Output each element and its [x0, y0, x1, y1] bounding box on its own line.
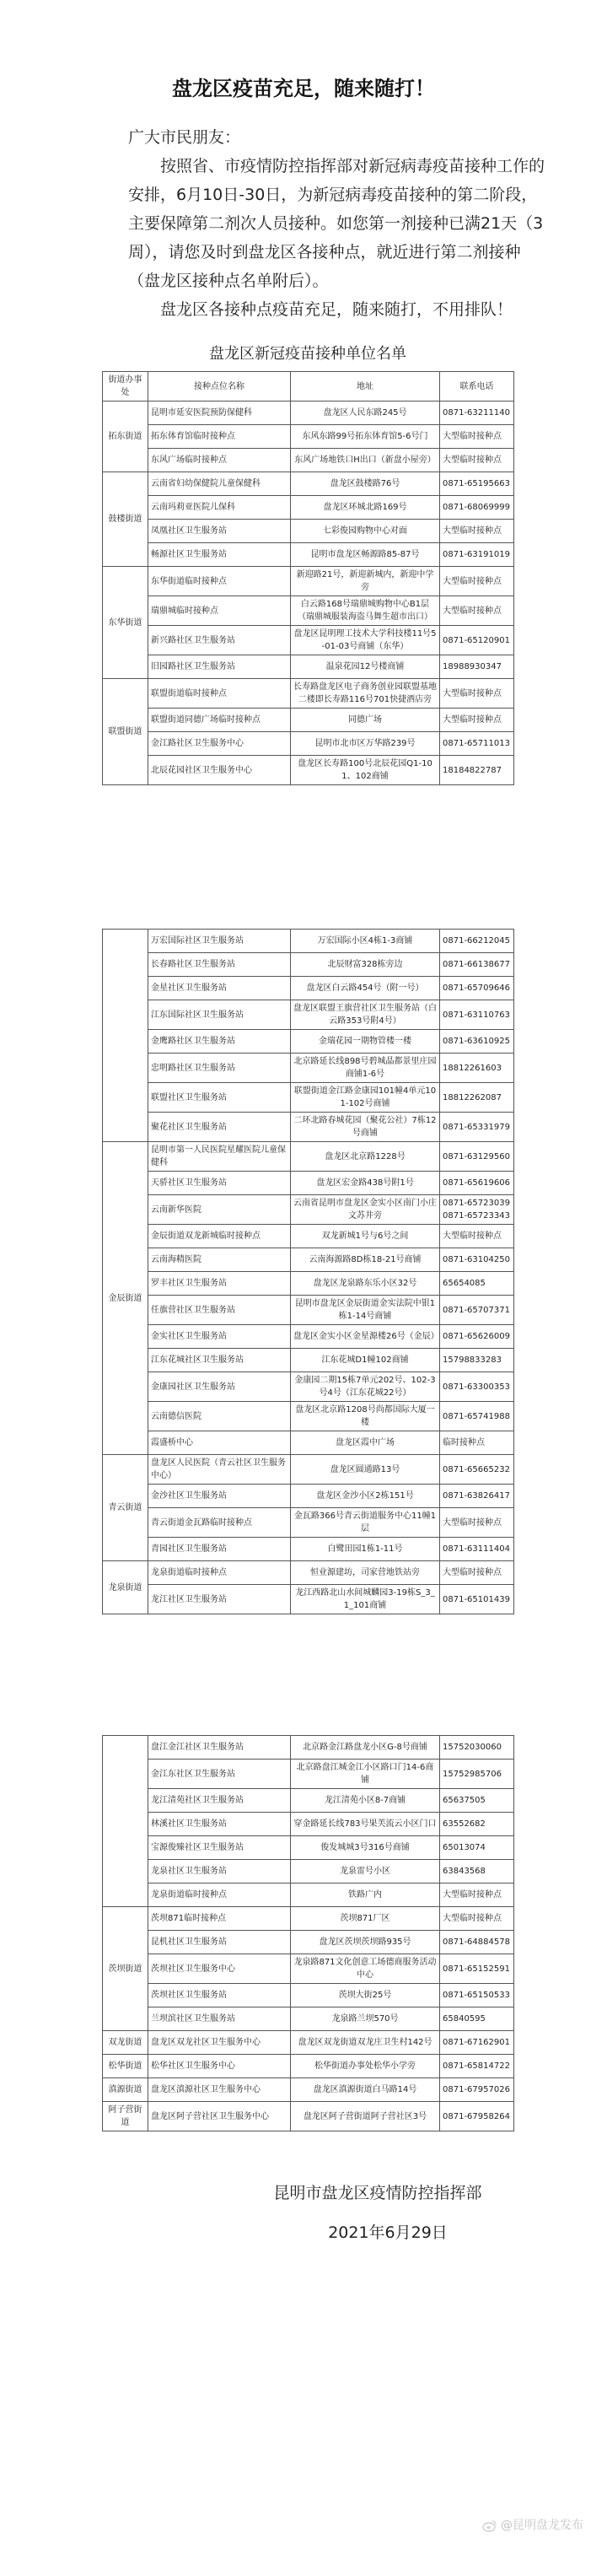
street-cell: 阿子营街道 [103, 2102, 148, 2131]
phone-cell: 0871-65150533 [440, 1984, 514, 2007]
address-cell: 昆明市盘龙区畅源路85-87号 [291, 543, 440, 567]
table-row [103, 2078, 514, 2102]
address-cell: 恒业源建坊，司家营地铁站旁 [291, 1561, 440, 1585]
address-cell: 盘龙区白云路454号（附一号） [291, 977, 440, 1000]
table-row [103, 2031, 514, 2055]
table-row [103, 1325, 514, 1349]
street-cell: 拓东街道 [103, 401, 148, 472]
phone-cell: 大型临时接种点 [440, 520, 514, 543]
address-cell: 盘龙区长寿路100号北辰花园Q1-101、102商铺 [291, 756, 440, 785]
table-row [103, 953, 514, 977]
site-name-cell: 盘龙区人民医院（青云社区卫生服务中心） [148, 1455, 291, 1485]
address-cell: 松华街道办事处松华小学旁 [291, 2055, 440, 2078]
table-row [103, 1836, 514, 1860]
site-name-cell: 江东国际社区卫生服务站 [148, 1000, 291, 1030]
table-row [103, 1349, 514, 1372]
site-table [102, 371, 514, 785]
table-row [103, 1907, 514, 1931]
site-name-cell: 青云街道金瓦路临时接种点 [148, 1508, 291, 1538]
address-cell: 盘龙区鼓楼路76号 [291, 472, 440, 496]
site-name-cell: 盘龙区双龙社区卫生服务中心 [148, 2031, 291, 2055]
table-row [103, 1142, 514, 1172]
phone-cell: 大型临时接种点 [440, 567, 514, 596]
phone-cell: 0871-65814722 [440, 2055, 514, 2078]
table-header-row [103, 372, 514, 401]
table-title: 盘龙区新冠疫苗接种单位名单 [209, 345, 406, 363]
phone-cell: 0871-64884578 [440, 1931, 514, 1954]
street-cell [103, 1736, 148, 1907]
phone-cell: 65654085 [440, 1272, 514, 1296]
street-cell: 滇源街道 [103, 2078, 148, 2102]
site-name-cell: 云南玛莉亚医院儿保科 [148, 496, 291, 520]
table-row [103, 449, 514, 472]
street-cell: 东华街道 [103, 567, 148, 679]
site-name-cell: 云南德信医院 [148, 1402, 291, 1431]
site-name-cell: 盘龙区阿子营社区卫生服务中心 [148, 2102, 291, 2131]
address-cell: 盘龙区联盟王旗营社区卫生服务站（白云路353号附4号） [291, 1000, 440, 1030]
address-cell: 联盟街道金江路金康园101幢4单元101-102号商铺 [291, 1083, 440, 1113]
header-street: 街道办事处 [103, 372, 148, 401]
table-row [103, 496, 514, 520]
site-name-cell: 林溪社区卫生服务站 [148, 1813, 291, 1836]
table-row [103, 1248, 514, 1272]
phone-cell: 18988930347 [440, 655, 514, 679]
address-cell: 盘龙区金实小区金星源楼26号（金辰） [291, 1325, 440, 1349]
address-cell: 东风广场地铁口H出口（新盘小屋旁） [291, 449, 440, 472]
address-cell: 云南省昆明市盘龙区金实小区南门小庄文苏井旁 [291, 1195, 440, 1225]
table-row [103, 626, 514, 655]
table-row [103, 655, 514, 679]
address-cell: 东风东路99号拓东体育馆5-6号门 [291, 425, 440, 449]
table-row [103, 472, 514, 496]
phone-cell: 0871-65195663 [440, 472, 514, 496]
phone-cell: 0871-63104250 [440, 1248, 514, 1272]
phone-cell: 0871-65707371 [440, 1296, 514, 1325]
site-name-cell: 忠明路社区卫生服务站 [148, 1054, 291, 1083]
phone-cell: 0871-68069999 [440, 496, 514, 520]
address-cell: 盘龙区北京路1228号 [291, 1142, 440, 1172]
table-row [103, 520, 514, 543]
site-name-cell: 旧园路社区卫生服务站 [148, 655, 291, 679]
watermark [482, 2517, 583, 2534]
site-name-cell: 茨坝871临时接种点 [148, 1907, 291, 1931]
address-cell: 金瑞花园一期物管楼一楼 [291, 1030, 440, 1054]
table-row [103, 1431, 514, 1455]
phone-cell: 0871-67957026 [440, 2078, 514, 2102]
phone-cell: 18184822787 [440, 756, 514, 785]
phone-cell: 15752985706 [440, 1760, 514, 1789]
table-row [103, 1984, 514, 2007]
table-row [103, 401, 514, 425]
table-row [103, 1000, 514, 1030]
header-phone: 联系电话 [440, 372, 514, 401]
street-cell: 双龙街道 [103, 2031, 148, 2055]
table-row [103, 1172, 514, 1195]
street-cell: 茨坝街道 [103, 1907, 148, 2031]
table-row [103, 1030, 514, 1054]
address-cell: 茨坝大街25号 [291, 1984, 440, 2007]
site-name-cell: 罗丰社区卫生服务站 [148, 1272, 291, 1296]
site-name-cell: 联盟街道临时接种点 [148, 679, 291, 709]
address-cell: 双龙新城1号与6号之间 [291, 1225, 440, 1248]
phone-cell: 0871-65665232 [440, 1455, 514, 1485]
street-cell: 松华街道 [103, 2055, 148, 2078]
phone-cell: 63843568 [440, 1860, 514, 1883]
phone-cell: 0871-65152591 [440, 1954, 514, 1984]
table-row [103, 1813, 514, 1836]
phone-cell: 15798833283 [440, 1349, 514, 1372]
table-row [103, 1860, 514, 1883]
phone-cell: 0871-65120901 [440, 626, 514, 655]
phone-cell: 0871-65723039 0871-65723343 [440, 1195, 514, 1225]
table-row [103, 977, 514, 1000]
address-cell: 七彩俊园购物中心对面 [291, 520, 440, 543]
phone-cell: 大型临时接种点 [440, 1907, 514, 1931]
address-cell: 茨坝871厂区 [291, 1907, 440, 1931]
phone-cell: 0871-66138677 [440, 953, 514, 977]
address-cell: 白云路168号瑞鼎城购物中心B1层（瑞鼎城服装海盗马舞生超市出口） [291, 596, 440, 626]
address-cell: 龙泉雷号小区 [291, 1860, 440, 1883]
address-cell: 新迎路21号，新迎新城内，新迎中学旁 [291, 567, 440, 596]
phone-cell: 大型临时接种点 [440, 1883, 514, 1907]
table-row [103, 543, 514, 567]
address-cell: 铁路广内 [291, 1883, 440, 1907]
address-cell: 金瓦路366号青云街道服务中心11幢1层 [291, 1508, 440, 1538]
site-name-cell: 金江路社区卫生服务中心 [148, 732, 291, 756]
table-row [103, 1054, 514, 1083]
table-row [103, 1372, 514, 1402]
site-name-cell: 万宏国际社区卫生服务站 [148, 930, 291, 953]
street-cell [103, 930, 148, 1142]
header-address: 地址 [291, 372, 440, 401]
table-row [103, 1508, 514, 1538]
site-name-cell: 聚花社区卫生服务站 [148, 1113, 291, 1142]
address-cell: 盘龙区龙泉路东乐小区32号 [291, 1272, 440, 1296]
table-row [103, 1736, 514, 1760]
document-title: 盘龙区疫苗充足，随来随打！ [172, 77, 435, 100]
phone-cell: 0871-63191019 [440, 543, 514, 567]
table-section-3 [102, 1735, 513, 2131]
address-cell: 昆明市北市区万华路239号 [291, 732, 440, 756]
street-cell: 青云街道 [103, 1455, 148, 1561]
site-name-cell: 金康园社区卫生服务站 [148, 1372, 291, 1402]
table-row [103, 709, 514, 732]
site-name-cell: 金江东社区卫生服务站 [148, 1760, 291, 1789]
table-row [103, 1561, 514, 1585]
site-name-cell: 龙江社区卫生服务站 [148, 1585, 291, 1614]
address-cell: 金康园二期15栋7单元202号、102-3号4号（江东花城22号） [291, 1372, 440, 1402]
site-name-cell: 云南新华医院 [148, 1195, 291, 1225]
address-cell: 盘龙区双龙街道双龙庄卫生村142号 [291, 2031, 440, 2055]
phone-cell: 大型临时接种点 [440, 425, 514, 449]
phone-cell: 0871-63610925 [440, 1030, 514, 1054]
table-row [103, 1789, 514, 1813]
phone-cell: 65637505 [440, 1789, 514, 1813]
site-name-cell: 云南海精医院 [148, 1248, 291, 1272]
greeting: 广大市民朋友： [128, 128, 241, 147]
site-table [102, 929, 514, 1614]
table-row [103, 1538, 514, 1561]
street-cell: 鼓楼街道 [103, 472, 148, 567]
site-name-cell: 联盟社区卫生服务站 [148, 1083, 291, 1113]
address-cell: 盘龙区环城北路169号 [291, 496, 440, 520]
notice-body [128, 123, 550, 324]
address-cell: 长寿路盘龙区电子商务创业园联盟基地二楼即长寿路116号701快捷酒店旁 [291, 679, 440, 709]
site-table [102, 1735, 514, 2131]
table-section-1 [102, 371, 513, 785]
table-row [103, 1455, 514, 1485]
phone-cell: 0871-63826417 [440, 1485, 514, 1508]
address-cell: 北京路金江路盘龙小区G-8号商铺 [291, 1736, 440, 1760]
table-row [103, 1113, 514, 1142]
site-name-cell: 云南省妇幼保健院儿童保健科 [148, 472, 291, 496]
phone-cell: 0871-63111404 [440, 1538, 514, 1561]
phone-cell: 0871-65619606 [440, 1172, 514, 1195]
address-cell: 盘龙区茨坝茨坝路935号 [291, 1931, 440, 1954]
phone-cell: 15752030060 [440, 1736, 514, 1760]
address-cell: 龙泉路兰坝570号 [291, 2007, 440, 2031]
phone-cell: 63552682 [440, 1813, 514, 1836]
phone-cell: 0871-63129560 [440, 1142, 514, 1172]
notice-paragraph: 按照省、市疫情防控指挥部对新冠病毒疫苗接种工作的安排，6月10日-30日，为新冠病毒疫苗接种的第二阶段，主要保障第二剂次人员接种。如您第一剂接种已满21天（3周），请您及时到盘龙区各接种点，就近进行第二剂接种（盘龙区接种点名单附后）。 [128, 157, 545, 290]
phone-cell: 0871-65709646 [440, 977, 514, 1000]
phone-cell: 0871-65741988 [440, 1402, 514, 1431]
weibo-logo-icon [482, 2519, 497, 2532]
phone-cell: 大型临时接种点 [440, 1561, 514, 1585]
site-name-cell: 茨坝社区卫生服务站 [148, 1984, 291, 2007]
address-cell: 盘龙区宏金路438号附1号 [291, 1172, 440, 1195]
address-cell: 温泉花园12号楼商铺 [291, 655, 440, 679]
notice-slogan: 盘龙区各接种点疫苗充足，随来随打，不用排队！ [160, 300, 513, 319]
site-name-cell: 拓东体育馆临时接种点 [148, 425, 291, 449]
address-cell: 盘龙区金沙小区2栋151号 [291, 1485, 440, 1508]
street-cell: 联盟街道 [103, 679, 148, 785]
address-cell: 龙江西路北山水间城麟园3-19栋S_3_1_101商铺 [291, 1585, 440, 1614]
table-row [103, 1195, 514, 1225]
address-cell: 二环北路春城花园（聚花公社）7栋12号商铺 [291, 1113, 440, 1142]
street-cell: 龙泉街道 [103, 1561, 148, 1614]
table-row [103, 930, 514, 953]
phone-cell: 临时接种点 [440, 1431, 514, 1455]
table-row [103, 1883, 514, 1907]
address-cell: 穿金路延长线783号果芙流云小区门口 [291, 1813, 440, 1836]
table-row [103, 756, 514, 785]
site-name-cell: 兰坝滨社区卫生服务站 [148, 2007, 291, 2031]
header-site-name: 接种点位名称 [148, 372, 291, 401]
site-name-cell: 瑞鼎城临时接种点 [148, 596, 291, 626]
site-name-cell: 凤凰社区卫生服务站 [148, 520, 291, 543]
table-row [103, 1760, 514, 1789]
site-name-cell: 霞盛桥中心 [148, 1431, 291, 1455]
site-name-cell: 天骄社区卫生服务站 [148, 1172, 291, 1195]
phone-cell: 大型临时接种点 [440, 596, 514, 626]
site-name-cell: 金鹰路社区卫生服务站 [148, 1030, 291, 1054]
issue-date: 2021年6月29日 [328, 2223, 448, 2242]
table-row [103, 679, 514, 709]
site-name-cell: 龙泉社区卫生服务站 [148, 1860, 291, 1883]
site-name-cell: 长春路社区卫生服务站 [148, 953, 291, 977]
address-cell: 盘龙区北京路1208号尚都国际大厦一楼 [291, 1402, 440, 1431]
site-name-cell: 昆明市第一人民医院星耀医院儿童保健科 [148, 1142, 291, 1172]
address-cell: 俊发城城3号316号商铺 [291, 1836, 440, 1860]
phone-cell: 65840595 [440, 2007, 514, 2031]
table-row [103, 1402, 514, 1431]
address-cell: 北京路延长线898号碧城晶都景里庄园商铺1-6号 [291, 1054, 440, 1083]
phone-cell: 大型临时接种点 [440, 1225, 514, 1248]
table-section-2 [102, 929, 513, 1614]
site-name-cell: 盘龙区滇源社区卫生服务中心 [148, 2078, 291, 2102]
address-cell: 万宏国际小区4栋1-3商铺 [291, 930, 440, 953]
phone-cell: 大型临时接种点 [440, 679, 514, 709]
phone-cell: 大型临时接种点 [440, 1508, 514, 1538]
address-cell: 北京路盘江城金江小区路口门14-6商铺 [291, 1760, 440, 1789]
phone-cell: 0871-63300353 [440, 1372, 514, 1402]
site-name-cell: 松华社区卫生服务中心 [148, 2055, 291, 2078]
phone-cell: 大型临时接种点 [440, 449, 514, 472]
address-cell: 盘龙区昆明理工技术大学科技楼11号5-01-03号商铺（东华） [291, 626, 440, 655]
site-name-cell: 盘江金江社区卫生服务站 [148, 1736, 291, 1760]
table-row [103, 1296, 514, 1325]
site-name-cell: 任旗营社区卫生服务站 [148, 1296, 291, 1325]
site-name-cell: 东风广场临时接种点 [148, 449, 291, 472]
site-name-cell: 新兴路社区卫生服务站 [148, 626, 291, 655]
site-name-cell: 龙江清苑社区卫生服务站 [148, 1789, 291, 1813]
table-row [103, 1485, 514, 1508]
issuer: 昆明市盘龙区疫情防控指挥部 [273, 2184, 482, 2202]
site-name-cell: 畅源社区卫生服务站 [148, 543, 291, 567]
address-cell: 盘龙区滇源街道白马路14号 [291, 2078, 440, 2102]
table-row [103, 2007, 514, 2031]
phone-cell: 18812261603 [440, 1054, 514, 1083]
phone-cell: 0871-67162901 [440, 2031, 514, 2055]
site-name-cell: 昆机社区卫生服务站 [148, 1931, 291, 1954]
site-name-cell: 昆明市延安医院预防保健科 [148, 401, 291, 425]
site-name-cell: 青园社区卫生服务站 [148, 1538, 291, 1561]
phone-cell: 18812262087 [440, 1083, 514, 1113]
address-cell: 盘龙区圆通路13号 [291, 1455, 440, 1485]
table-row [103, 1931, 514, 1954]
address-cell: 江东花城D1幢102商铺 [291, 1349, 440, 1372]
site-name-cell: 金沙社区卫生服务站 [148, 1485, 291, 1508]
site-name-cell: 金实社区卫生服务站 [148, 1325, 291, 1349]
phone-cell: 0871-65331979 [440, 1113, 514, 1142]
table-row [103, 2055, 514, 2078]
address-cell: 白鹭田园1栋1-11号 [291, 1538, 440, 1561]
address-cell: 昆明市盘龙区金辰街道金实法院中银1栋1-14号商铺 [291, 1296, 440, 1325]
address-cell: 盘龙区阿子营街道阿子营社区3号 [291, 2102, 440, 2131]
table-row [103, 2102, 514, 2131]
site-name-cell: 龙泉街道临时接种点 [148, 1883, 291, 1907]
phone-cell: 0871-63110763 [440, 1000, 514, 1030]
phone-cell: 0871-65711013 [440, 732, 514, 756]
table-row [103, 1954, 514, 1984]
phone-cell: 0871-65626009 [440, 1325, 514, 1349]
table-row [103, 732, 514, 756]
address-cell: 同德广场 [291, 709, 440, 732]
table-row [103, 1225, 514, 1248]
phone-cell: 0871-63211140 [440, 401, 514, 425]
table-row [103, 596, 514, 626]
site-name-cell: 北辰花园社区卫生服务中心 [148, 756, 291, 785]
site-name-cell: 东华街道临时接种点 [148, 567, 291, 596]
table-row [103, 567, 514, 596]
site-name-cell: 江东花城社区卫生服务站 [148, 1349, 291, 1372]
table-row [103, 425, 514, 449]
watermark-text: @昆明盘龙发布 [501, 2519, 583, 2532]
street-cell: 金辰街道 [103, 1142, 148, 1455]
table-row [103, 1272, 514, 1296]
phone-cell: 0871-66212045 [440, 930, 514, 953]
phone-cell: 0871-67958264 [440, 2102, 514, 2131]
address-cell: 云南海源路8D栋18-21号商铺 [291, 1248, 440, 1272]
address-cell: 龙江清苑小区8-7商铺 [291, 1789, 440, 1813]
site-name-cell: 联盟街道同德广场临时接种点 [148, 709, 291, 732]
table-row [103, 1083, 514, 1113]
site-name-cell: 宝源俊臻社区卫生服务站 [148, 1836, 291, 1860]
address-cell: 盘龙区人民东路245号 [291, 401, 440, 425]
phone-cell: 大型临时接种点 [440, 709, 514, 732]
table-row [103, 1585, 514, 1614]
site-name-cell: 金辰街道双龙新城临时接种点 [148, 1225, 291, 1248]
site-name-cell: 龙泉街道临时接种点 [148, 1561, 291, 1585]
phone-cell: 0871-65101439 [440, 1585, 514, 1614]
address-cell: 盘龙区霞中广场 [291, 1431, 440, 1455]
address-cell: 龙泉路871文化创意工场德商服务活动中心 [291, 1954, 440, 1984]
site-name-cell: 金星社区卫生服务站 [148, 977, 291, 1000]
address-cell: 北辰财富328栋旁边 [291, 953, 440, 977]
phone-cell: 65013074 [440, 1836, 514, 1860]
site-name-cell: 茨坝社区卫生服务中心 [148, 1954, 291, 1984]
